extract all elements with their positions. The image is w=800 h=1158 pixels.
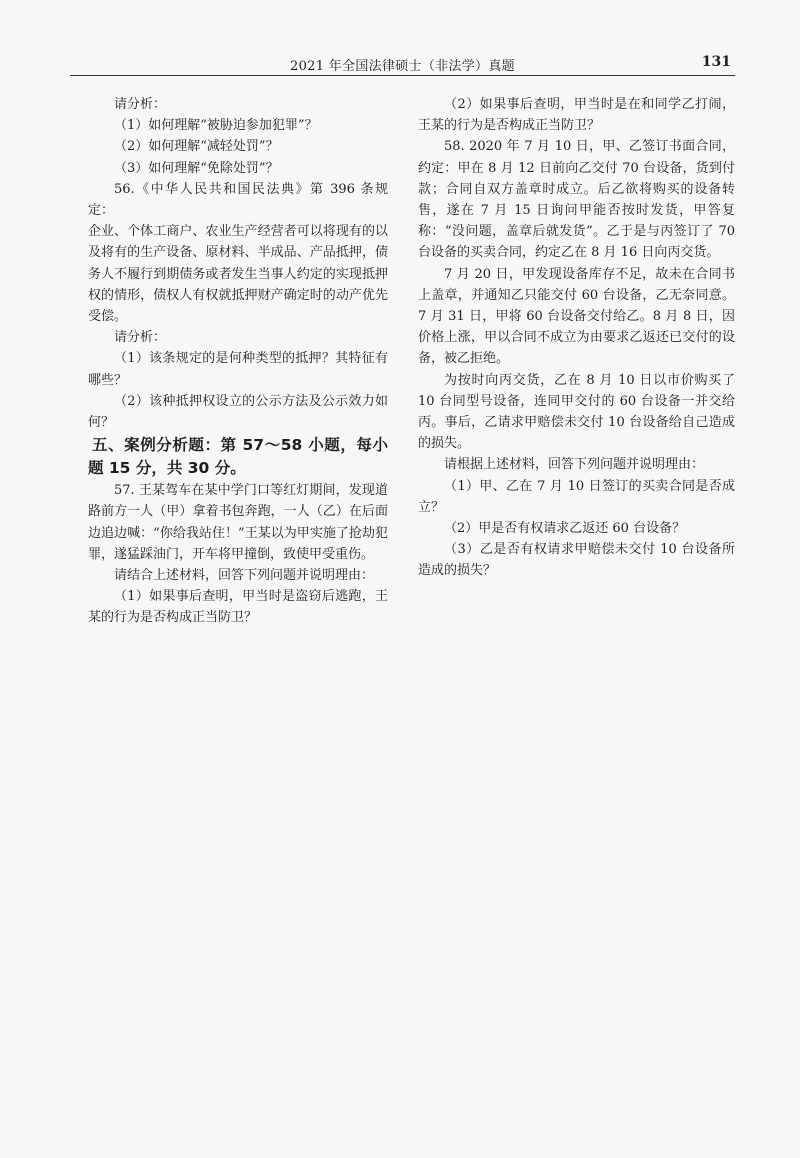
question-item: （2）如果事后查明，甲当时是在和同学乙打闹，王某的行为是否构成正当防卫？ (418, 97, 735, 134)
question-item: （1）该条规定的是何种类型的抵押？其特征有哪些？ (88, 351, 388, 388)
question-item: （1）甲、乙在 7 月 10 日签订的买卖合同是否成立？ (418, 478, 735, 515)
question-item: （2）如何理解“减轻处罚”？ (114, 139, 279, 155)
paragraph: 请分析： (114, 330, 167, 346)
question-item: （1）如果事后查明，甲当时是盗窃后逃跑，王某的行为是否构成正当防卫？ (88, 589, 388, 626)
case-text: 为按时向丙交货，乙在 8 月 10 日以市价购买了 10 台同型号设备，连同甲交付的 60 台设备一并交给丙。事后，乙请求甲赔偿未交付 10 台设备给自己造成的损失。 (418, 372, 735, 452)
paragraph: 请根据上述材料，回答下列问题并说明理由： (444, 457, 705, 473)
section-heading: 五、案例分析题：第 57～58 小题，每小题 15 分，共 30 分。 (88, 436, 388, 478)
question-item: （1）如何理解“被胁迫参加犯罪”？ (114, 118, 318, 134)
header-title: 2021 年全国法律硕士（非法学）真题 (290, 59, 515, 74)
right-column (418, 94, 735, 582)
running-header (70, 53, 735, 76)
left-column (88, 94, 388, 629)
case-text: 7 月 20 日，甲发现设备库存不足，故未在合同书上盖章，并通知乙只能交付 60 台设备，乙无奈同意。7 月 31 日，甲将 60 台设备交付给乙。8 月 8 日，因价格上涨，甲以合同不成立为由要求乙返还已交付的设备，被乙拒绝。 (418, 266, 735, 367)
question-heading: 56.《中华人民共和国民法典》第 396 条规定： (88, 181, 388, 219)
paragraph: 请分析： (114, 97, 167, 112)
question-item: （3）如何理解“免除处罚”？ (114, 160, 279, 176)
paragraph: 请结合上述材料，回答下列问题并说明理由： (114, 568, 375, 584)
question-item: （3）乙是否有权请求甲赔偿未交付 10 台设备所造成的损失？ (418, 542, 735, 579)
question-item: （2）甲是否有权请求乙返还 60 台设备？ (444, 521, 686, 537)
case-text: 57. 王某驾车在某中学门口等红灯期间，发现道路前方一人（甲）拿着书包奔跑，一人（乙）在后面边追边喊：“你给我站住！”王某以为甲实施了抢劫犯罪，遂猛踩油门，开车将甲撞倒，致使甲受重伤。 (88, 483, 388, 562)
quoted-statute: 企业、个体工商户、农业生产经营者可以将现有的以及将有的生产设备、原材料、半成品、产品抵押，债务人不履行到期债务或者发生当事人约定的实现抵押权的情形，债权人有权就抵押财产确定时的动产优先受偿。 (88, 224, 388, 325)
case-text: 58. 2020 年 7 月 10 日，甲、乙签订书面合同，约定：甲在 8 月 12 日前向乙交付 70 台设备，货到付款；合同自双方盖章时成立。后乙欲将购买的设备转售，遂在 7 月 15 日询问甲能否按时发货，甲答复称：“没问题，盖章后就发货”。乙于是与丙签订了 70 台设备的买卖合同，约定乙在 8 月 16 日向丙交货。 (418, 139, 735, 261)
page-number: 131 (701, 54, 731, 70)
question-item: （2）该种抵押权设立的公示方法及公示效力如何？ (88, 393, 388, 431)
